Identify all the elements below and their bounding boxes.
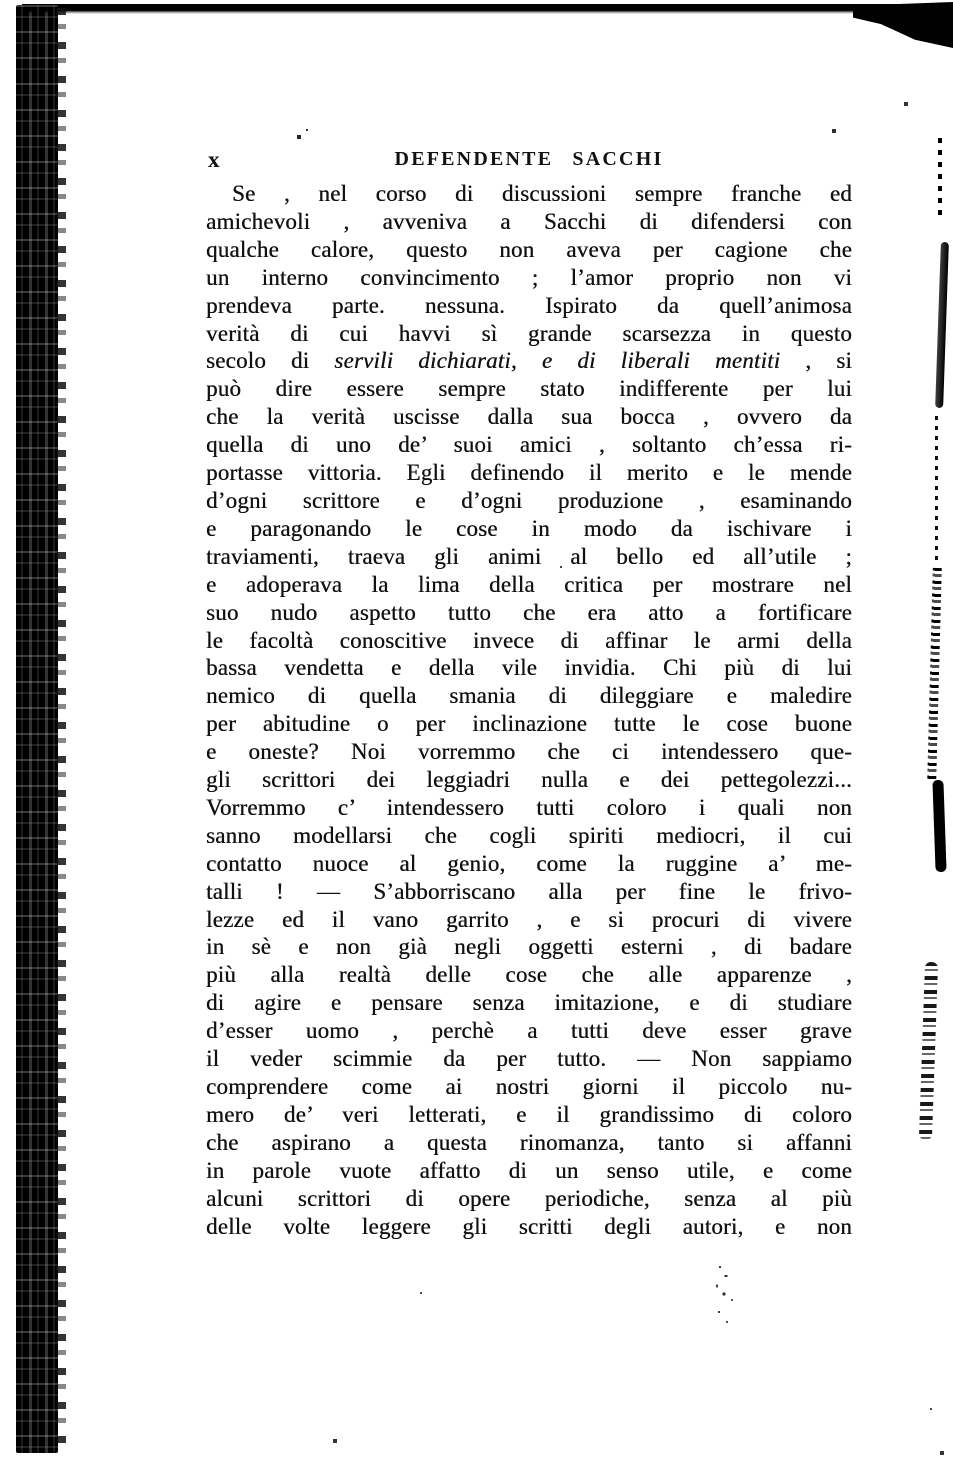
scan-corner-top-right [853, 2, 953, 48]
body-text [206, 180, 852, 1240]
left-binding-fringe [57, 8, 66, 1446]
scan-streak-right [935, 242, 949, 408]
text-line: le facoltà conoscitive invece di affinar le armi della [206, 627, 852, 653]
page-content [206, 146, 852, 1240]
text-line: e paragonando le cose in modo da ischivare i [206, 515, 852, 541]
ink-specks [0, 0, 2, 2]
text-line: suo nudo aspetto tutto che era atto a fortificare [206, 599, 852, 625]
text-line: quella di uno de’ suoi amici , soltanto ch’essa ri- [206, 432, 852, 458]
scan-edge-top [22, 4, 953, 14]
running-header [206, 146, 852, 178]
text-line: e adoperava la lima della critica per mostrare nel [206, 571, 852, 597]
text-line: in sè e non già negli oggetti esterni , di badare [206, 934, 852, 960]
text-line: d’esser uomo , perchè a tutti deve esser grave [206, 1018, 852, 1044]
scan-streak-right [932, 780, 946, 872]
text-line: verità di cui havvi sì grande scarsezza in questo [206, 320, 852, 346]
text-line: portasse vittoria. Egli definendo il merito e le mende [206, 460, 852, 486]
text-line: bassa vendetta e della vile invidia. Chi più di lui [206, 655, 852, 681]
text-line: contatto nuoce al genio, come la ruggine a’ me- [206, 850, 852, 876]
scan-streak-right [938, 138, 942, 222]
text-line: lezze ed il vano garrito , e si procuri di vivere [206, 906, 852, 932]
text-line: sanno modellarsi che cogli spiriti mediocri, il cui [206, 822, 852, 848]
text-line: può dire essere sempre stato indifferente per lui [206, 376, 852, 402]
text-line: mero de’ veri letterati, e il grandissimo di coloro [206, 1101, 852, 1127]
ink-smudge [706, 1260, 748, 1332]
text-line: Se , nel corso di discussioni sempre franche ed [232, 181, 852, 206]
scan-streak-right [919, 962, 938, 1140]
text-line: più alla realtà delle cose che alle apparenze , [206, 962, 852, 988]
text-line [206, 347, 852, 375]
text-line: qualche calore, questo non aveva per cagione che [206, 236, 852, 262]
text-line: che la verità uscisse dalla sua bocca , ovvero da [206, 404, 852, 430]
text-line: delle volte leggere gli scritti degli autori, e non [206, 1213, 852, 1239]
scan-streak-right [935, 416, 938, 564]
text-line: talli ! — S’abborriscano alla per fine le frivo- [206, 878, 852, 904]
text-line: d’ogni scrittore e d’ogni produzione , esaminando [206, 487, 852, 513]
italic-phrase: servili dichiarati, e di liberali mentiti [334, 348, 781, 374]
text-line: e oneste? Noi vorremmo che ci intendessero que- [206, 739, 852, 765]
text-line: di agire e pensare senza imitazione, e di studiare [206, 990, 852, 1016]
text-line: un interno convincimento ; l’amor proprio non vi [206, 264, 852, 290]
scan-streak-right [927, 568, 942, 780]
text-run: , si [780, 348, 852, 374]
text-line: prendeva parte. nessuna. Ispirato da quell’animosa [206, 292, 852, 318]
text-line: in parole vuote affatto di un senso utile, e come [206, 1157, 852, 1183]
text-line: gli scrittori dei leggiadri nulla e dei pettegolezzi... [206, 767, 852, 793]
page-number: x [208, 147, 220, 172]
text-line: comprendere come ai nostri giorni il piccolo nu- [206, 1074, 852, 1099]
text-line: Vorremmo c’ intendessero tutti coloro i quali non [206, 794, 852, 820]
text-line: amichevoli , avveniva a Sacchi di difendersi con [206, 208, 852, 234]
text-run: secolo di [206, 348, 335, 374]
text-line: il veder scimmie da per tutto. — Non sappiamo [206, 1046, 852, 1072]
text-line: per abitudine o per inclinazione tutte le cose buone [206, 711, 852, 737]
left-binding-shadow [16, 5, 58, 1453]
text-line: che aspirano a questa rinomanza, tanto si affanni [206, 1129, 852, 1155]
text-line: alcuni scrittori di opere periodiche, senza al più [206, 1185, 852, 1211]
text-line: traviamenti, traeva gli animi al bello ed all’utile ; [206, 543, 852, 569]
running-header-title: DEFENDENTE SACCHI [394, 148, 664, 170]
text-line: nemico di quella smania di dileggiare e maledire [206, 683, 852, 709]
